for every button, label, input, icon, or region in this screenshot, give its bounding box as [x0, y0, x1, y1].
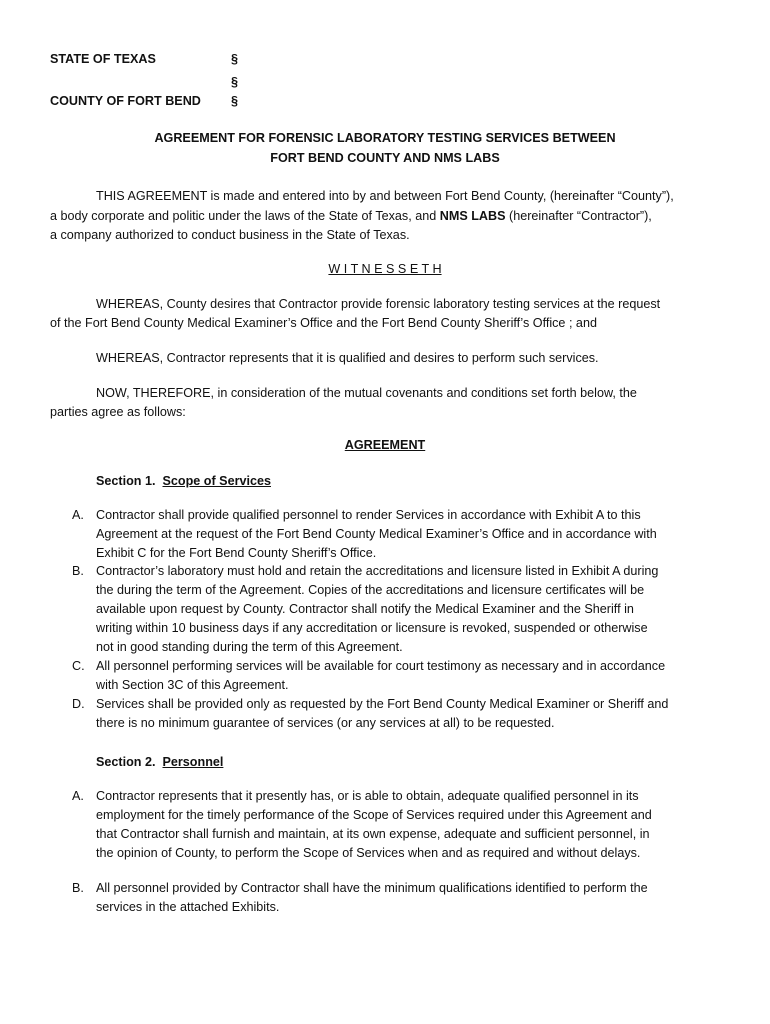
- document-title-line2: FORT BEND COUNTY AND NMS LABS: [270, 151, 500, 165]
- whereas-line: of the Fort Bend County Medical Examiner’s Office and the Fort Bend County Sheriff’s Office ; and: [50, 316, 597, 330]
- list-item-letter: B.: [72, 564, 84, 578]
- list-item-line: Contractor represents that it presently has, or is able to obtain, adequate qualified personnel in its: [96, 789, 639, 803]
- section-sign: §: [231, 94, 239, 108]
- list-item-line: employment for the timely performance of the Scope of Services required under this Agreement and: [96, 808, 652, 822]
- county-label: COUNTY OF FORT BEND: [50, 94, 201, 108]
- now-therefore-line: NOW, THEREFORE, in consideration of the mutual covenants and conditions set forth below, the: [96, 386, 637, 400]
- intro-line: THIS AGREEMENT is made and entered into by and between Fort Bend County, (hereinafter “County”),: [96, 189, 674, 203]
- section1-heading: Section 1. Scope of Services: [96, 474, 271, 488]
- contractor-name: NMS LABS: [439, 209, 506, 223]
- list-item-line: the during the term of the Agreement. Copies of the accreditations and licensure certificates will be: [96, 583, 645, 597]
- list-item-letter: B.: [72, 881, 84, 895]
- document-title-line1: AGREEMENT FOR FORENSIC LABORATORY TESTING SERVICES BETWEEN: [154, 131, 616, 145]
- list-item-line: Services shall be provided only as requested by the Fort Bend County Medical Examiner or Sheriff and: [96, 697, 669, 711]
- list-item-line: All personnel provided by Contractor shall have the minimum qualifications identified to perform the: [96, 881, 648, 895]
- list-item-line: not in good standing during the term of this Agreement.: [96, 640, 403, 654]
- list-item-line: writing within 10 business days if any accreditation or licensure is revoked, suspended or otherwise: [96, 621, 648, 635]
- section-sign: §: [231, 52, 239, 66]
- list-item-letter: D.: [72, 697, 85, 711]
- list-item-line: Contractor’s laboratory must hold and retain the accreditations and licensure listed in Exhibit A during: [96, 564, 659, 578]
- list-item-line: All personnel performing services will be available for court testimony as necessary and in accordance: [96, 659, 666, 673]
- list-item-line: there is no minimum guarantee of services (or any services at all) to be requested.: [96, 716, 555, 730]
- whereas-line: WHEREAS, Contractor represents that it is qualified and desires to perform such services.: [96, 351, 599, 365]
- intro-line: a body corporate and politic under the laws of the State of Texas, and NMS LABS (hereinafter “Contractor”),: [50, 209, 652, 223]
- state-label: STATE OF TEXAS: [50, 52, 156, 66]
- now-therefore-line: parties agree as follows:: [50, 405, 186, 419]
- list-item-line: Exhibit C for the Fort Bend County Sheriff’s Office.: [96, 546, 377, 560]
- list-item-line: services in the attached Exhibits.: [96, 900, 280, 914]
- section2-heading: Section 2. Personnel: [96, 755, 224, 769]
- list-item-letter: A.: [72, 789, 84, 803]
- list-item-line: Contractor shall provide qualified personnel to render Services in accordance with Exhibit A to this: [96, 508, 641, 522]
- whereas-line: WHEREAS, County desires that Contractor provide forensic laboratory testing services at the request: [96, 297, 661, 311]
- list-item-line: the opinion of County, to perform the Scope of Services when and as required and without delays.: [96, 846, 641, 860]
- list-item-line: that Contractor shall furnish and maintain, at its own expense, adequate and sufficient personnel, in: [96, 827, 650, 841]
- witnesseth-heading: W I T N E S S E T H: [328, 262, 442, 276]
- list-item-letter: C.: [72, 659, 85, 673]
- intro-line: a company authorized to conduct business in the State of Texas.: [50, 228, 410, 242]
- agreement-heading: AGREEMENT: [344, 438, 426, 452]
- list-item-line: available upon request by County. Contractor shall notify the Medical Examiner and the Sheriff in: [96, 602, 634, 616]
- list-item-line: with Section 3C of this Agreement.: [96, 678, 289, 692]
- list-item-line: Agreement at the request of the Fort Bend County Medical Examiner’s Office and in accordance with: [96, 527, 657, 541]
- list-item-letter: A.: [72, 508, 84, 522]
- section-sign: §: [231, 75, 239, 89]
